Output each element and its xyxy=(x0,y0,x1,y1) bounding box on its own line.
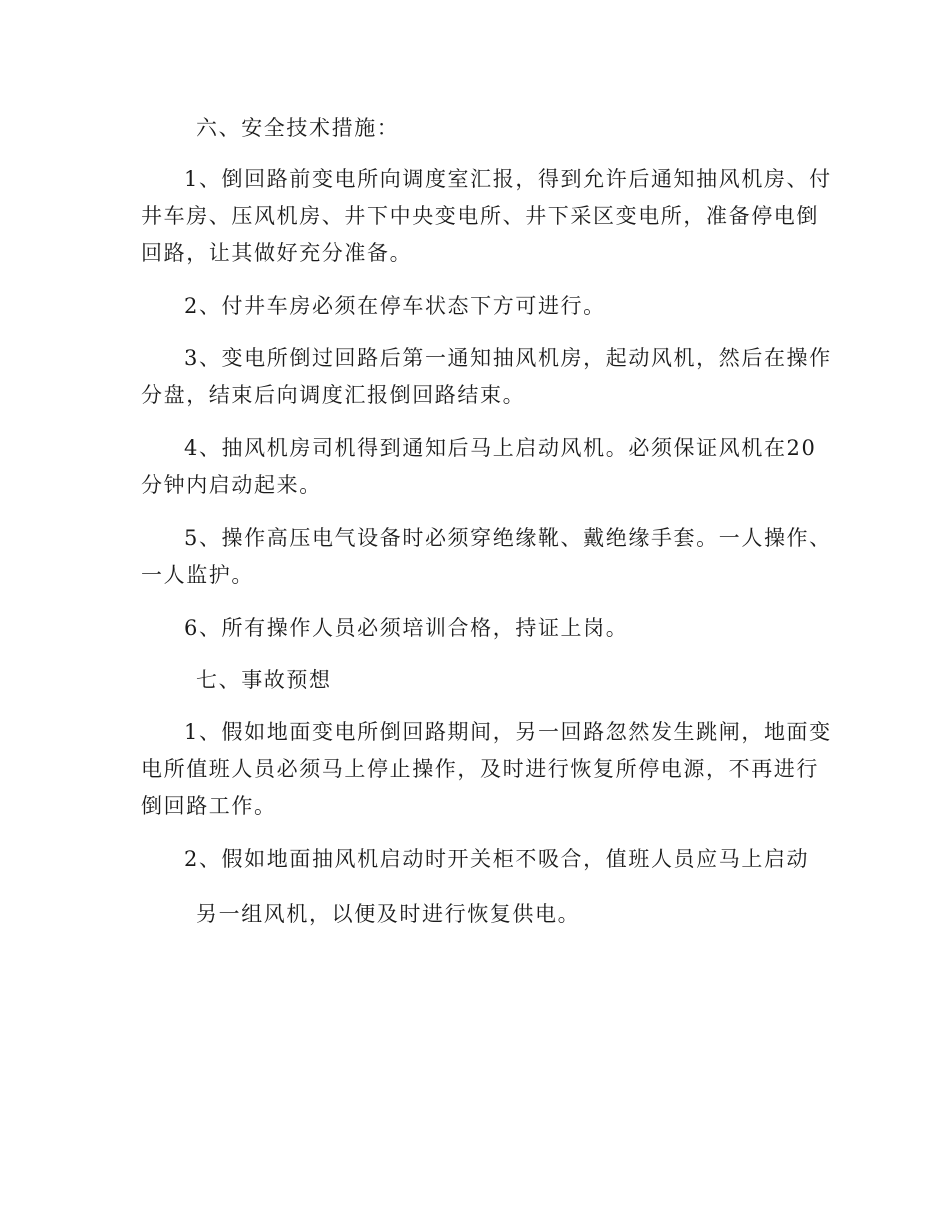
section-heading-accident-scenarios: 七、事故预想 xyxy=(196,668,332,692)
paragraph-line: 电所值班人员必须马上停止操作，及时进行恢复所停电源，不再进行 xyxy=(141,757,819,781)
paragraph-line: 分钟内启动起来。 xyxy=(141,473,322,497)
paragraph-line: 倒回路工作。 xyxy=(141,794,277,818)
paragraph-line: 一人监护。 xyxy=(141,563,254,587)
paragraph-line: 4、抽风机房司机得到通知后马上启动风机。必须保证风机在20 xyxy=(184,436,817,460)
paragraph-line: 井车房、压风机房、井下中央变电所、井下采区变电所，准备停电倒 xyxy=(141,204,819,228)
paragraph-line: 2、假如地面抽风机启动时开关柜不吸合，值班人员应马上启动 xyxy=(184,847,810,871)
paragraph-line: 另一组风机，以便及时进行恢复供电。 xyxy=(196,902,581,926)
paragraph-line: 分盘，结束后向调度汇报倒回路结束。 xyxy=(141,383,526,407)
paragraph-line: 5、操作高压电气设备时必须穿绝缘靴、戴绝缘手套。一人操作、 xyxy=(184,526,832,550)
paragraph-line: 6、所有操作人员必须培训合格，持证上岗。 xyxy=(184,616,629,640)
paragraph-line: 2、付井车房必须在停车状态下方可进行。 xyxy=(184,294,606,318)
paragraph-line: 1、假如地面变电所倒回路期间，另一回路忽然发生跳闸，地面变 xyxy=(184,720,832,744)
paragraph-line: 3、变电所倒过回路后第一通知抽风机房，起动风机，然后在操作 xyxy=(184,346,832,370)
paragraph-line: 回路，让其做好充分准备。 xyxy=(141,241,413,265)
section-heading-safety-measures: 六、安全技术措施： xyxy=(196,116,400,140)
paragraph-line: 1、倒回路前变电所向调度室汇报，得到允许后通知抽风机房、付 xyxy=(184,167,832,191)
